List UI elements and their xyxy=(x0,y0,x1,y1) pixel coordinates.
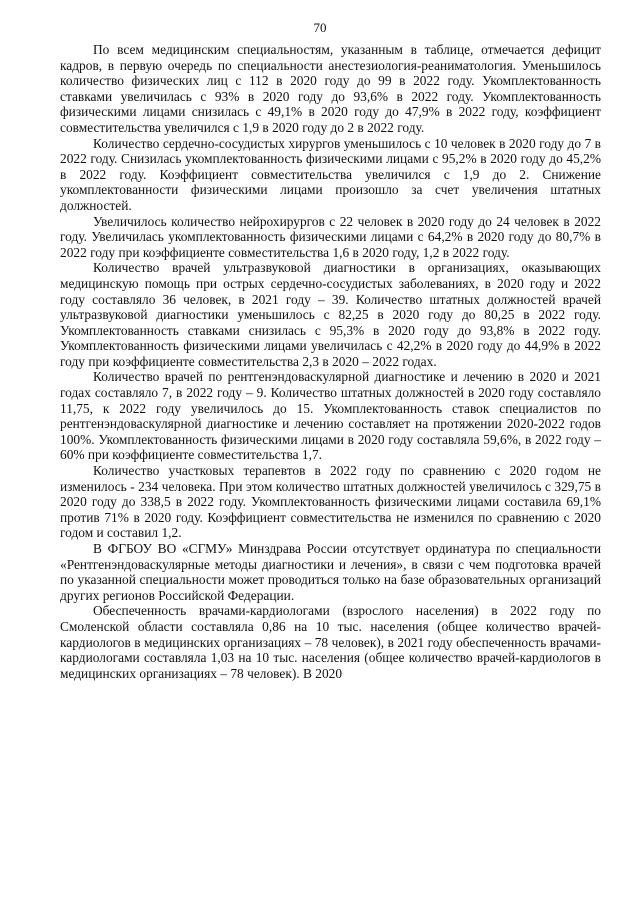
body-text xyxy=(60,42,601,681)
paragraph-endovascular-diagnostics: Количество врачей по рентгенэндоваскулярной диагностике и лечению в 2020 и 2021 годах составляло 7, в 2022 году – 9. Количество штатных должностей в 2020 году составляло 11,75, к 2022 году увеличилось до 15. Укомплектованность ставок специалистов по рентгенэндоваскулярной диагностике и лечению составляет на протяжении 2020-2022 годов 100%. Укомплектованность физическими лицами в 2020 году составляла 59,6%, в 2022 году – 60% при коэффициенте совместительства 1,7. xyxy=(60,369,601,463)
page-number: 70 xyxy=(313,20,327,35)
paragraph-neurosurgeons: Увеличилось количество нейрохирургов с 22 человек в 2020 году до 24 человек в 2022 году. Увеличилась укомплектованность физическими лицами с 64,2% в 2020 году до 80,7% в 2022 году при коэффициенте совместительства 1,6 в 2020 году, 1,2 в 2022 году. xyxy=(60,213,601,260)
paragraph-cardiovascular-surgeons: Количество сердечно-сосудистых хирургов уменьшилось с 10 человек в 2020 году до 7 в 2022 году. Снизилась укомплектованность физическими лицами с 95,2% в 2020 году до 45,2% в 2022 году. Коэффициент совместительства увеличился с 1,9 до 2. Снижение укомплектованности физическими лицами произошло за счет увеличения штатных должностей. xyxy=(60,135,601,213)
paragraph-anesthesiology: По всем медицинским специальностям, указанным в таблице, отмечается дефицит кадров, в первую очередь по специальности анестезиология-реаниматология. Уменьшилось количество физических лиц с 112 в 2020 году до 99 в 2022 году. Укомплектованность ставками увеличилась с 93% в 2020 году до 93,6% в 2022 году. Укомплектованность физическими лицами снизилась с 49,1% в 2020 году до 47,9% в 2022 году, коэффициент совместительства увеличился с 1,9 в 2020 году до 2 в 2022 году. xyxy=(60,42,601,135)
paragraph-ultrasound-diagnostics: Количество врачей ультразвуковой диагностики в организациях, оказывающих медицинскую помощь при острых сердечно-сосудистых заболеваниях, в 2020 году и 2022 году составляло 36 человек, в 2021 году – 39. Количество штатных должностей врачей ультразвуковой диагностики уменьшилось с 82,25 в 2020 году до 80,25 в 2022 году. Укомплектованность ставками снизилась с 95,3% в 2020 году до 93,8% в 2022 году. Укомплектованность физическими лицами увеличилась с 42,2% в 2020 году до 44,9% в 2022 году при коэффициенте совместительства 2,3 в 2020 – 2022 годах. xyxy=(60,260,601,369)
paragraph-cardiologists-provision: Обеспеченность врачами-кардиологами (взрослого населения) в 2022 году по Смоленской области составляла 0,86 на 10 тыс. населения (общее количество врачей-кардиологов в медицинских организациях – 78 человек), в 2021 году обеспеченность врачами-кардиологами составляла 1,03 на 10 тыс. населения (общее количество врачей-кардиологов в медицинских организациях – 78 человек). В 2020 xyxy=(60,603,601,681)
paragraph-district-therapists: Количество участковых терапевтов в 2022 году по сравнению с 2020 годом не изменилось - 234 человека. При этом количество штатных должностей увеличилось с 329,75 в 2020 году до 338,5 в 2022 году. Укомплектованность физическими лицами составила 69,1% против 71% в 2020 году. Коэффициент совместительства не изменился по сравнению с 2020 годом и составил 1,2. xyxy=(60,463,601,541)
paragraph-residency-training: В ФГБОУ ВО «СГМУ» Минздрава России отсутствует ординатура по специальности «Рентгенэндоваскулярные методы диагностики и лечения», в связи с чем подготовка врачей по указанной специальности может проводиться только на базе образовательных организаций других регионов Российской Федерации. xyxy=(60,541,601,603)
